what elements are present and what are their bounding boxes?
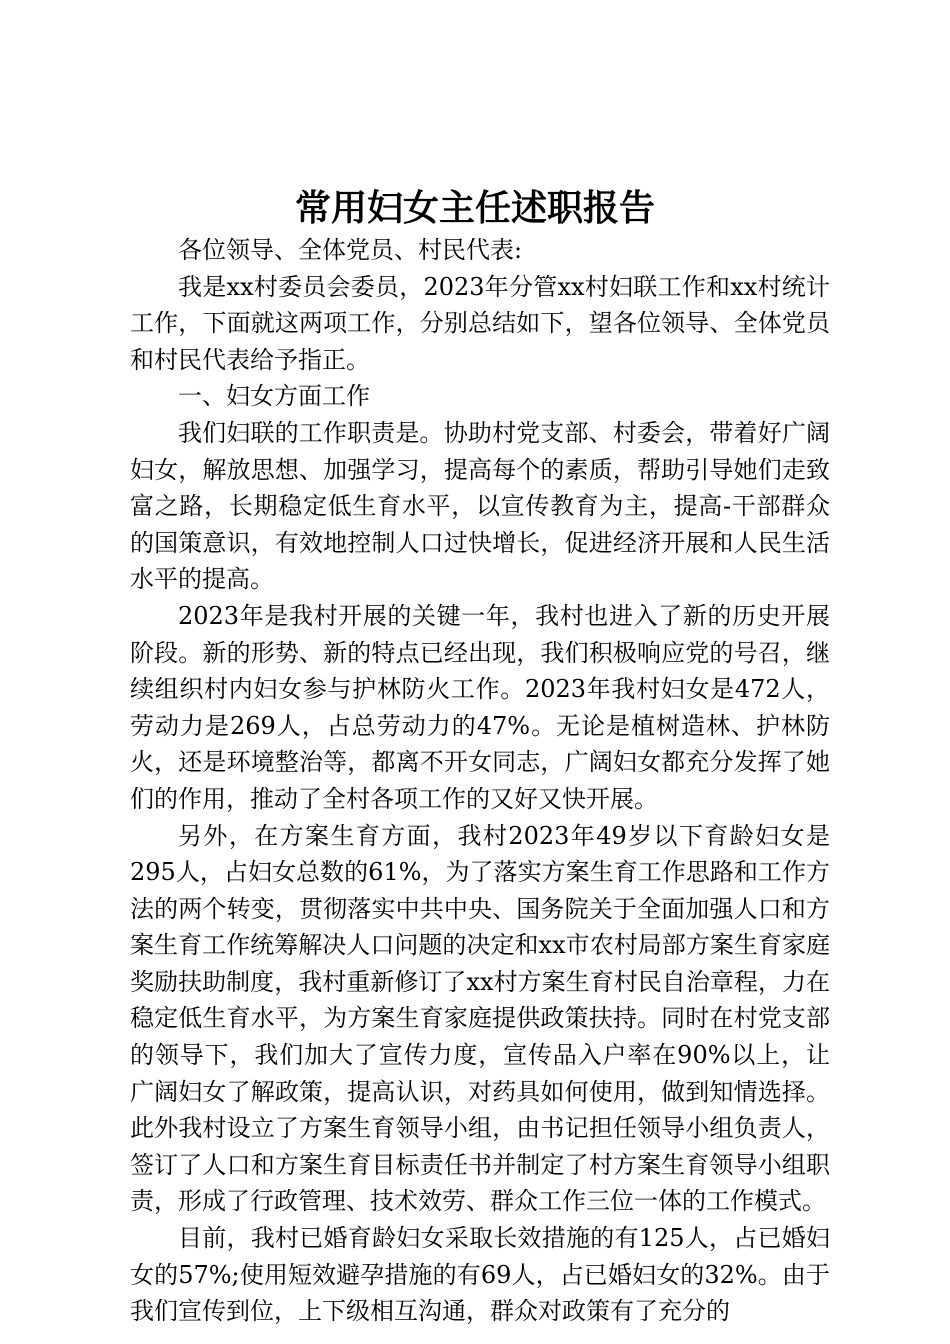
- paragraph-introduction: 我是xx村委员会委员，2023年分管xx村妇联工作和xx村统计工作，下面就这两项工作，分别总结如下，望各位领导、全体党员和村民代表给予指正。: [130, 272, 830, 374]
- paragraph-family-planning: 另外，在方案生育方面，我村2023年49岁以下育龄妇女是295人，占妇女总数的61%，为了落实方案生育工作思路和工作方法的两个转变，贯彻落实中共中央、国务院关于全面加强人口和方案生育工作统筹解决人口问题的决定和xx市农村局部方案生育家庭奖励扶助制度，我村重新修订了xx村方案生育村民自治章程，力在稳定低生育水平，为方案生育家庭提供政策扶持。同时在村党支部的领导下，我们加大了宣传力度，宣传品入户率在90%以上，让广阔妇女了解政策，提高认识，对药具如何使用，做到知情选择。此外我村设立了方案生育领导小组，由书记担任领导小组负责人，签订了人口和方案生育目标责任书并制定了村方案生育领导小组职责，形成了行政管理、技术效劳、群众工作三位一体的工作模式。: [130, 821, 830, 1216]
- paragraph-2023-overview: 2023年是我村开展的关键一年，我村也进入了新的历史开展阶段。新的形势、新的特点已经出现，我们积极响应党的号召，继续组织村内妇女参与护林防火工作。2023年我村妇女是472人，劳动力是269人，占总劳动力的47%。无论是植树造林、护林防火，还是环境整治等，都离不开女同志，广阔妇女都充分发挥了她们的作用，推动了全村各项工作的又好又快开展。: [130, 601, 830, 813]
- document-title: 常用妇女主任述职报告: [294, 187, 655, 229]
- paragraph-contraception-status: 目前，我村已婚育龄妇女采取长效措施的有125人，占已婚妇女的57%;使用短效避孕措施的有69人，占已婚妇女的32%。由于我们宣传到位，上下级相互沟通，群众对政策有了充分的: [130, 1224, 830, 1326]
- document-body: [130, 232, 830, 1330]
- paragraph-duties: 我们妇联的工作职责是。协助村党支部、村委会，带着好广阔妇女，解放思想、加强学习，提高每个的素质，帮助引导她们走致富之路，长期稳定低生育水平，以宣传教育为主，提高-干部群众的国策意识，有效地控制人口过快增长，促进经济开展和人民生活水平的提高。: [130, 418, 830, 594]
- paragraph-salutation: 各位领导、全体党员、村民代表:: [178, 236, 523, 264]
- section-heading-women-work: 一、妇女方面工作: [178, 382, 370, 411]
